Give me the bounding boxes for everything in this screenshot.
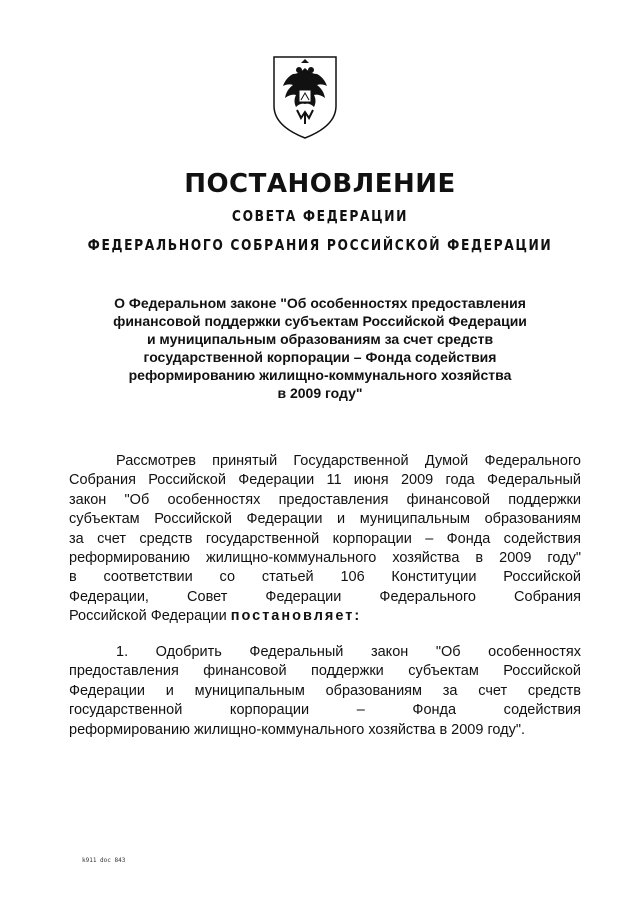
paragraph-line: Федерации, Совет Федерации Федерального Собрания [69,588,581,605]
heading-line: О Федеральном законе "Об особенностях предоставления [114,295,526,311]
paragraph-line: государственной корпорации – Фонда содействия [69,702,581,719]
paragraph-line: субъектам Российской Федерации и муниципальным образованиям [69,511,581,528]
paragraph-line: 1. Одобрить Федеральный закон "Об особенностях [116,644,581,660]
heading-line: финансовой поддержки субъектам Российской Федерации [113,313,527,329]
paragraph-line: предоставления финансовой поддержки субъектам Российской [69,663,581,680]
paragraph-line: Федерации и муниципальным образованиям за счет средств [69,682,581,699]
preamble-paragraph [69,452,581,627]
paragraph-line: за счет средств государственной корпорации – Фонда содействия [69,530,581,547]
paragraph-line: реформированию жилищно-коммунального хозяйства в 2009 году". [69,721,526,738]
footer-code: k911 doc 843 [82,857,126,864]
heading-line: реформированию жилищно-коммунального хозяйства [128,367,512,383]
paragraph-line: Собрания Российской Федерации 11 июня 2009 года Федеральный [69,472,581,489]
paragraph-line: Рассмотрев принятый Государственной Думой Федерального [116,453,581,469]
decree-word: постановляет: [230,608,362,625]
paragraph-line: закон "Об особенностях предоставления финансовой поддержки [69,491,581,508]
coat-of-arms-icon [271,54,339,140]
paragraph-last-line [69,607,581,626]
paragraph-line: реформированию жилищно-коммунального хозяйства в 2009 году" [69,550,581,567]
issuer-line-2: ФЕДЕРАЛЬНОГО СОБРАНИЯ РОССИЙСКОЙ ФЕДЕРАЦИИ [87,236,553,254]
clause-1-paragraph [69,643,581,740]
document-title: ПОСТАНОВЛЕНИЕ [184,169,456,199]
paragraph-line-text: Российской Федерации [69,608,227,625]
issuer-line-1: СОВЕТА ФЕДЕРАЦИИ [231,207,409,225]
paragraph-line: в соответствии со статьей 106 Конституции Российской [69,569,581,586]
resolution-heading [70,294,570,402]
heading-line: и муниципальным образованиям за счет средств [146,331,494,347]
heading-line: государственной корпорации – Фонда содействия [143,349,497,365]
heading-line: в 2009 году" [277,385,363,401]
